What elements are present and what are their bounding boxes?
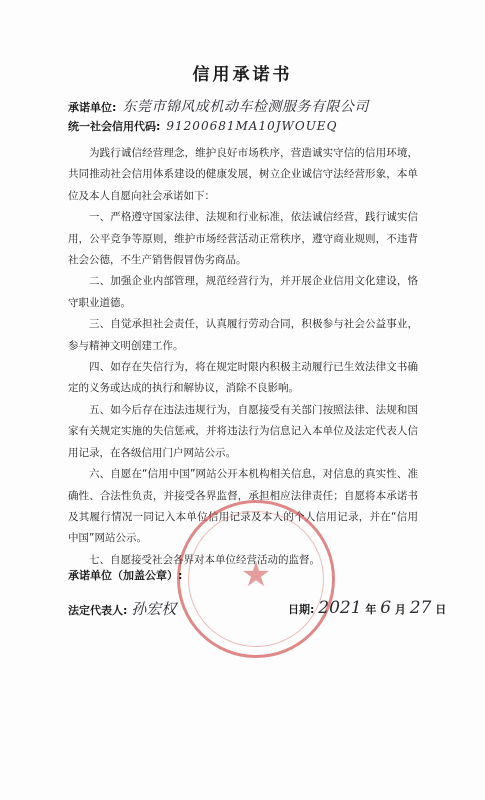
signature-unit-row bbox=[68, 567, 182, 583]
commitment-item-5: 五、如今后存在违法违规行为，自愿接受有关部门按照法律、法规和国家有关规定实施的失信惩戒，并将违法行为信息记入本单位及法定代表人信用记录，在各级信用门户网站公示。 bbox=[68, 403, 418, 459]
commitment-unit-row bbox=[68, 96, 369, 116]
legal-representative-row bbox=[68, 598, 176, 619]
date-month: 6 bbox=[380, 598, 392, 618]
credit-code-row bbox=[68, 118, 337, 134]
year-unit: 年 bbox=[365, 603, 377, 616]
commitment-unit-label: 承诺单位: bbox=[68, 101, 117, 114]
signature-unit-label: 承诺单位（加盖公章）: bbox=[68, 569, 183, 582]
document-title: 信用承诺书 bbox=[192, 65, 293, 85]
legal-representative-label: 法定代表人: bbox=[68, 604, 128, 617]
date-row bbox=[288, 598, 446, 618]
commitment-unit-handwritten: 东莞市锦风成机动车检测服务有限公司 bbox=[122, 99, 369, 115]
commitment-item-4: 四、如存在失信行为，将在规定时限内积极主动履行已生效法律文书确定的义务或达成的执行和解协议，消除不良影响。 bbox=[68, 361, 418, 395]
credit-code-label: 统一社会信用代码: bbox=[68, 120, 161, 133]
commitment-item-6: 六、自愿在“信用中国”网站公开本机构相关信息，对信息的真实性、准确性、合法性负责，并接受各界监督，承担相应法律责任；自愿将本承诺书及其履行情况一同记入本单位信用记录及本人的个人信用记录，并在“信用中国”网站公示。 bbox=[68, 468, 418, 545]
month-unit: 月 bbox=[394, 603, 406, 616]
legal-representative-signature: 孙宏权 bbox=[131, 600, 177, 618]
commitment-item-1: 一、严格遵守国家法律、法规和行业标准，依法诚信经营，践行诚实信用，公平竞争等原则，维护市场经营活动正常秩序，遵守商业规则，不违背社会公德，不生产销售假冒伪劣商品。 bbox=[68, 211, 418, 267]
company-seal-stamp bbox=[177, 500, 335, 658]
commitment-item-7: 七、自愿接受社会各界对本单位经营活动的监督。 bbox=[89, 553, 320, 566]
day-unit: 日 bbox=[435, 603, 447, 616]
date-day: 27 bbox=[409, 598, 432, 618]
seal-star-icon: ★ bbox=[240, 555, 272, 595]
credit-code-handwritten: 91200681MA10JWOUEQ bbox=[166, 119, 338, 133]
commitment-item-3: 三、自觉承担社会责任，认真履行劳动合同，积极参与社会公益事业，参与精神文明创建工作。 bbox=[68, 318, 418, 352]
date-label: 日期: bbox=[288, 603, 315, 616]
intro-paragraph: 为践行诚信经营理念，维护良好市场秩序，营造诚实守信的信用环境，共同推动社会信用体系建设的健康发展，树立企业诚信守法经营形象，本单位及本人自愿向社会承诺如下： bbox=[68, 147, 418, 202]
date-year: 2021 bbox=[318, 598, 362, 618]
commitment-item-2: 二、加强企业内部管理，规范经营行为，并开展企业信用文化建设，恪守职业道德。 bbox=[68, 275, 418, 309]
